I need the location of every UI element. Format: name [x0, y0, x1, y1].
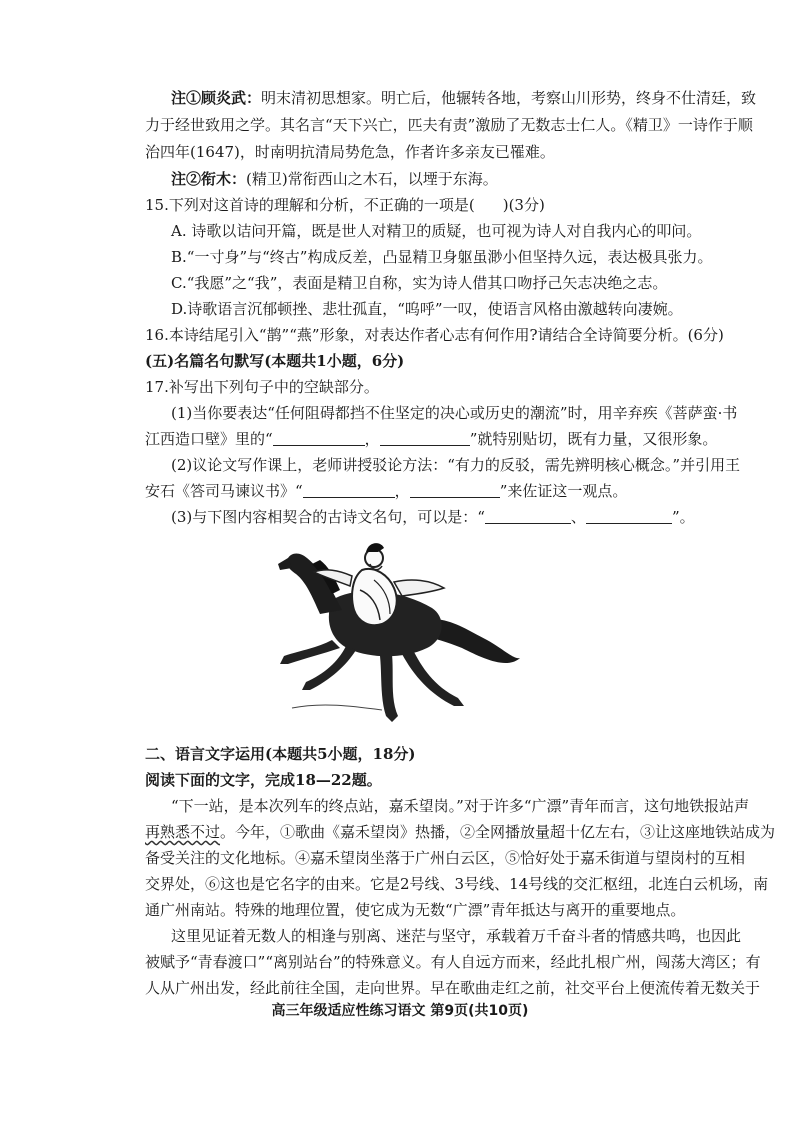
note1-line1 [171, 88, 791, 108]
passage-line1: “下一站，是本次列车的终点站，嘉禾望岗。”对于许多“广漂”青年而言，这句地铁报站声 [171, 797, 750, 815]
note2-label: 注②衔木： [171, 170, 247, 188]
q17-item1-line2 [145, 429, 800, 449]
section5-title: (五)名篇名句默写(本题共1小题，6分) [145, 352, 405, 370]
note1-line3: 治四年(1647)，时南明抗清局势危急，作者许多亲友已罹难。 [145, 143, 555, 161]
q17-item2-line2 [145, 481, 800, 501]
passage-line3: 备受关注的文化地标。④嘉禾望岗坐落于广州白云区，⑤恰好处于嘉禾街道与望岗村的互相 [145, 849, 746, 867]
passage-line6: 这里见证着无数人的相逢与别离、迷茫与坚守，承载着万千奋斗者的情感共鸣，也因此 [171, 927, 742, 945]
q17-item1-pre: 江西造口壁》里的“ [145, 430, 273, 448]
q17-stem: 17.补写出下列句子中的空缺部分。 [145, 378, 379, 396]
q17-item1-mid: ， [364, 430, 380, 448]
q17-item1-blank2[interactable] [380, 429, 470, 446]
section2-title: 二、语言文字运用(本题共5小题，18分) [145, 745, 416, 763]
q17-item3-line [171, 507, 800, 527]
q17-item1-post: ”就特别贴切，既有力量，又很形象。 [469, 430, 718, 448]
rider-on-horse-icon [262, 530, 532, 729]
q15-option-c: C.“我愿”之“我”，表面是精卫自称，实为诗人借其口吻抒己矢志决绝之志。 [171, 274, 668, 292]
q17-item3-post: ”。 [671, 508, 695, 526]
q16-stem: 16.本诗结尾引入“鹊”“燕”形象，对表达作者心志有何作用?请结合全诗简要分析。(6分) [145, 326, 724, 344]
q15-stem-b: )(3分) [502, 196, 545, 214]
q15-option-a: A. 诗歌以诘问开篇，既是世人对精卫的质疑，也可视为诗人对自我内心的叩问。 [171, 222, 702, 240]
note2-line [171, 169, 800, 189]
q15-option-b: B.“一寸身”与“终古”构成反差，凸显精卫身躯虽渺小但坚持久远，表达极具张力。 [171, 248, 713, 266]
q17-item2-mid: ， [394, 482, 410, 500]
q15-stem [145, 195, 800, 215]
passage-wavy-phrase: 再熟悉不过 [145, 823, 221, 841]
q17-item2-blank2[interactable] [410, 481, 500, 498]
q17-item2-line1: (2)议论文写作课上，老师讲授驳论方法：“有力的反驳，需先辨明核心概念。”并引用王 [171, 456, 741, 474]
passage-line5: 通广州南站。特殊的地理位置，使它成为无数“广漂”青年抵达与离开的重要地点。 [145, 901, 686, 919]
q17-item2-pre: 安石《答司马谏议书》“ [145, 482, 303, 500]
q17-item3-pre: (3)与下图内容相契合的古诗文名句，可以是：“ [171, 508, 485, 526]
passage-line4: 交界处，⑥这也是它名字的由来。它是2号线、3号线、14号线的交汇枢纽，北连白云机场，南 [145, 875, 769, 893]
passage-line2-rest: 。今年，①歌曲《嘉禾望岗》热播，②全网播放量超十亿左右，③让这座地铁站成为 [220, 823, 776, 841]
note1-label: 注①顾炎武： [171, 89, 262, 107]
q15-stem-a: 15.下列对这首诗的理解和分析，不正确的一项是( [145, 196, 475, 214]
section2-instruction: 阅读下面的文字，完成18—22题。 [145, 771, 382, 789]
q17-item3-mid: 、 [570, 508, 586, 526]
passage-line7: 被赋予“青春渡口”“离别站台”的特殊意义。有人自远方而来，经此扎根广州，闯荡大湾区；有 [145, 953, 761, 971]
q17-item3-blank1[interactable] [485, 507, 571, 524]
passage-line8: 人从广州出发，经此前往全国，走向世界。早在歌曲走红之前，社交平台上便流传着无数关于 [145, 979, 761, 997]
q17-item1-line1: (1)当你要表达“任何阻碍都挡不住坚定的决心或历史的潮流”时，用辛弃疾《菩萨蛮·书 [171, 404, 738, 422]
passage-line2 [145, 822, 800, 842]
note2-text: (精卫)常衔西山之木石，以堙于东海。 [246, 170, 498, 188]
q17-item1-blank1[interactable] [273, 429, 365, 446]
note1-line2: 力于经世致用之学。其名言“天下兴亡，匹夫有责”激励了无数志士仁人。《精卫》一诗作于顺 [145, 116, 753, 134]
page-footer: 高三年级适应性练习语文 第9页(共10页) [271, 1003, 529, 1019]
q17-item2-post: ”来佐证这一观点。 [499, 482, 628, 500]
q17-item2-blank1[interactable] [303, 481, 395, 498]
q17-item3-blank2[interactable] [586, 507, 672, 524]
note1-text1: 明末清初思想家。明亡后，他辗转各地，考察山川形势，终身不仕清廷，致 [261, 89, 757, 107]
q15-option-d: D.诗歌语言沉郁顿挫、悲壮孤直，“呜呼”一叹，使语言风格由激越转向凄婉。 [171, 300, 683, 318]
